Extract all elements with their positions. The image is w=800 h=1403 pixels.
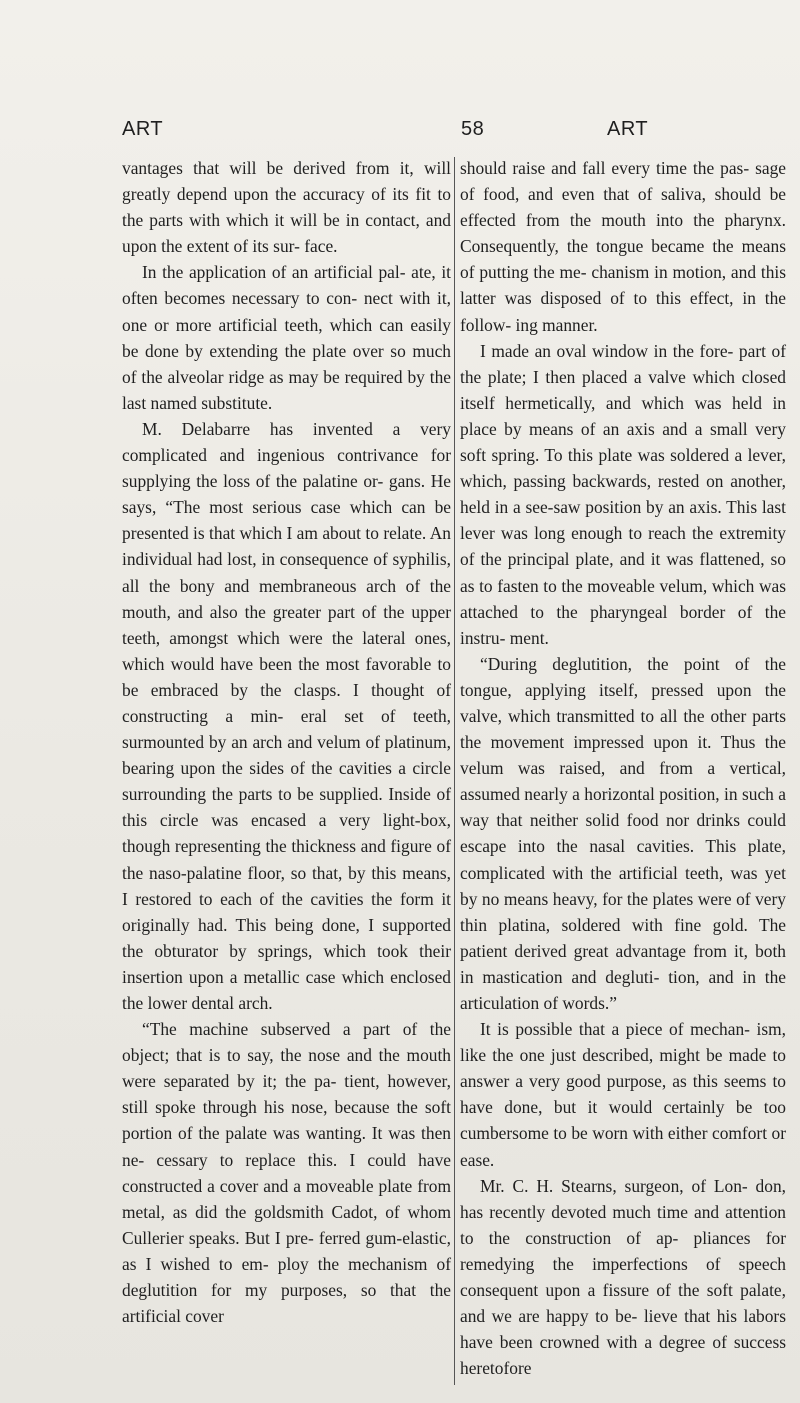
right-paragraph-3: “During deglutition, the point of the tongue, applying itself, pressed upon the valve, which transmitted to all the other parts the movement impressed upon it. Thus the velum was raised, and from a vertical, assumed nearly a horizontal position, in such a way that neither solid food nor drinks could escape into the nasal cavities. This plate, complicated with the artificial teeth, was yet by no means heavy, for the plates were of very thin platina, soldered with fine gold. The patient derived great advantage from it, both in mastication and degluti- tion, and in the articulation of words.” bbox=[460, 653, 786, 1013]
left-paragraph-2: In the application of an artificial pal- ate, it often becomes necessary to con- nect with it, one or more artificial teeth, which can easily be done by extending the plate over so much of the alveolar ridge as may be required by the last named substitute. bbox=[122, 262, 451, 413]
running-head-right: ART bbox=[607, 118, 649, 140]
left-paragraph-3: M. Delabarre has invented a very complicated and ingenious contrivance for supplying the loss of the palatine or- gans. He says, “The most serious case which can be presented is that which I am about to relate. An individual had lost, in consequence of syphilis, all the bony and membraneous arch of the mouth, and also the greater part of the upper teeth, amongst which were the lateral ones, which would have been the most favorable to be embraced by the clasps. I thought of constructing a min- eral set of teeth, surmounted by an arch and velum of platinum, bearing upon the sides of the cavities a circle surrounding the parts to be supplied. Inside of this circle was encased a very light-box, though representing the thickness and figure of the naso-palatine floor, so that, by this means, I restored to each of the cavities the form it originally had. This being done, I supported the obturator by springs, which took their insertion upon a metallic case which enclosed the lower dental arch. bbox=[122, 418, 451, 1013]
right-paragraph-1: should raise and fall every time the pas- sage of food, and even that of saliva, should be effected from the mouth into the pharynx. Consequently, the tongue became the means of putting the me- chanism in motion, and this latter was disposed of to this effect, in the follow- ing manner. bbox=[460, 158, 786, 335]
column-divider bbox=[454, 157, 455, 1385]
text-columns bbox=[122, 155, 786, 1390]
running-head-left: ART bbox=[122, 118, 164, 140]
left-paragraph-1: vantages that will be derived from it, will greatly depend upon the accuracy of its fit to the parts with which it will be in contact, and upon the extent of its sur- face. bbox=[122, 158, 451, 257]
right-paragraph-2: I made an oval window in the fore- part of the plate; I then placed a valve which closed itself hermetically, and which was held in place by means of an axis and a small very soft spring. To this plate was soldered a lever, which, passing backwards, rested on another, held in a see-saw position by an axis. This last lever was long enough to reach the extremity of the principal plate, and it was flattened, so as to fasten to the moveable velum, which was attached to the pharyngeal border of the instru- ment. bbox=[460, 340, 786, 648]
left-column bbox=[122, 155, 451, 1329]
right-paragraph-5: Mr. C. H. Stearns, surgeon, of Lon- don, has recently devoted much time and attention to the construction of ap- pliances for remedying the imperfections of speech consequent upon a fissure of the soft palate, and we are happy to be- lieve that his labors have been crowned with a degree of success heretofore bbox=[460, 1175, 786, 1379]
left-paragraph-4: “The machine subserved a part of the object; that is to say, the nose and the mouth were separated by it; the pa- tient, however, still spoke through his nose, because the soft portion of the palate was wanting. It was then ne- cessary to replace this. I could have constructed a cover and a moveable plate from metal, as did the goldsmith Cadot, of whom Cullerier speaks. But I pre- ferred gum-elastic, as I wished to em- ploy the mechanism of deglutition for my purposes, so that the artificial cover bbox=[122, 1019, 451, 1327]
page-number: 58 bbox=[461, 118, 485, 140]
running-head bbox=[122, 118, 786, 148]
right-column bbox=[460, 155, 786, 1381]
right-paragraph-4: It is possible that a piece of mechan- ism, like the one just described, might be made to answer a very good purpose, as this seems to have done, but it would certainly be too cumbersome to be worn with either comfort or ease. bbox=[460, 1019, 786, 1170]
